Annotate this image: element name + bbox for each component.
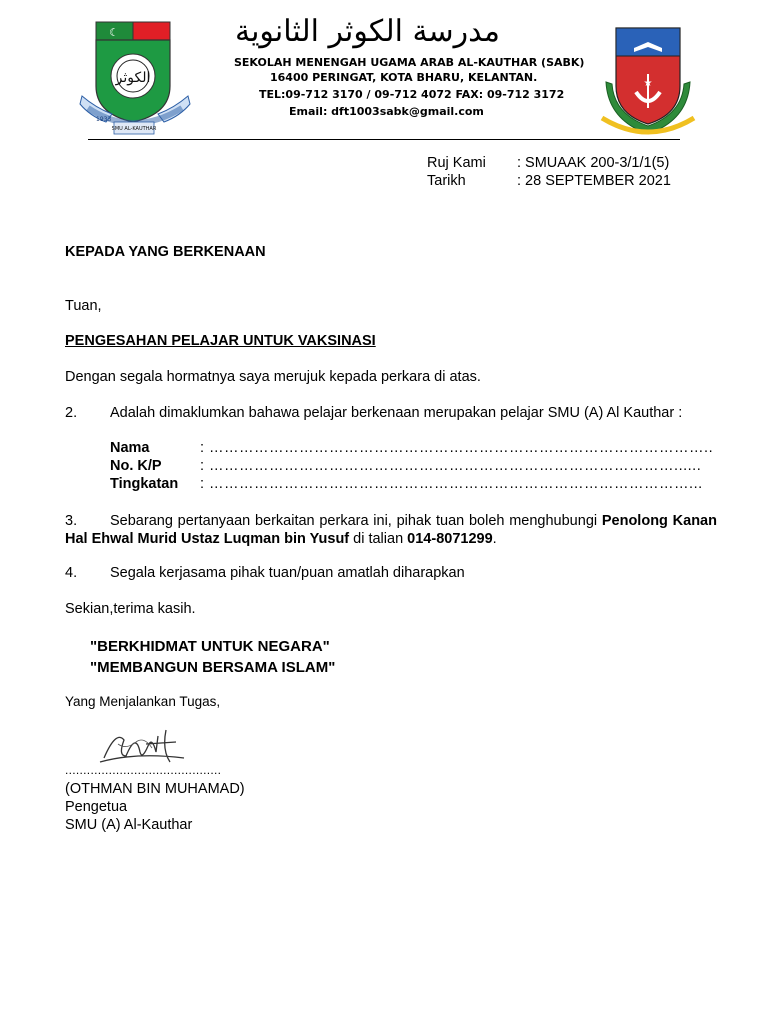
tarikh-value: : 28 SEPTEMBER 2021: [517, 173, 671, 189]
contact-phone: 014-8071299: [407, 531, 493, 547]
crest-year: 1933: [96, 116, 112, 123]
kp-label: No. K/P: [110, 458, 162, 474]
paragraph-3-number: 3.: [65, 513, 78, 529]
school-phone: TEL:09-712 3170 / 09-712 4072 FAX: 09-712 3172: [259, 88, 565, 101]
svg-text:الكوثر: الكوثر: [115, 70, 151, 86]
tingkatan-label: Tingkatan: [110, 476, 179, 492]
paragraph-3-text-c: di talian: [349, 531, 408, 547]
signer-name: (OTHMAN BIN MUHAMAD): [65, 781, 245, 797]
letterhead-divider: [88, 139, 680, 140]
field-tingkatan: [110, 476, 703, 492]
ruj-kami-label: Ruj Kami: [427, 155, 486, 171]
left-school-crest-icon: [76, 18, 194, 140]
paragraph-3: [65, 512, 717, 548]
motto-line-1: "BERKHIDMAT UNTUK NEGARA": [90, 638, 330, 655]
svg-text:★: ★: [643, 78, 653, 89]
tarikh-label: Tarikh: [427, 173, 466, 189]
paragraph-3-text-a: Sebarang pertanyaan berkaitan perkara ini, pihak tuan boleh menghubungi: [110, 513, 602, 529]
signoff: Yang Menjalankan Tugas,: [65, 694, 221, 709]
signer-school: SMU (A) Al-Kauthar: [65, 817, 193, 833]
crest-banner: SMU AL-KAUTHAR: [111, 126, 157, 132]
kp-blank: : …………………………………………………………………………………......: [200, 458, 702, 474]
right-school-crest-icon: [598, 22, 698, 142]
arabic-school-name: مدرسة الكوثر الثانوية: [235, 14, 500, 49]
paragraph-4-number: 4.: [65, 565, 78, 581]
motto-line-2: "MEMBANGUN BERSAMA ISLAM": [90, 659, 336, 676]
letter-subject: PENGESAHAN PELAJAR UNTUK VAKSINASI: [65, 333, 376, 349]
signer-title: Pengetua: [65, 799, 128, 815]
nama-label: Nama: [110, 440, 150, 456]
contact-person: Penolong Kanan Hal Ehwal Murid Ustaz Luqman bin Yusuf: [65, 513, 717, 547]
paragraph-4-text: Segala kerjasama pihak tuan/puan amatlah diharapkan: [110, 565, 465, 581]
field-nama: [110, 440, 713, 456]
closing: Sekian,terima kasih.: [65, 601, 196, 617]
intro-paragraph: Dengan segala hormatnya saya merujuk kepada perkara di atas.: [65, 369, 481, 385]
ruj-kami-value: : SMUAAK 200-3/1/1(5): [517, 155, 670, 171]
ruj-kami-row: [427, 155, 669, 171]
tingkatan-blank: : ……………………………………………………………………………………...: [200, 476, 703, 492]
paragraph-3-end: .: [492, 531, 497, 547]
school-name: SEKOLAH MENENGAH UGAMA ARAB AL-KAUTHAR (SABK): [234, 56, 585, 69]
nama-blank: : ………………………………………………………………………………………..: [200, 440, 714, 456]
recipient: KEPADA YANG BERKENAAN: [65, 244, 266, 260]
school-address: 16400 PERINGAT, KOTA BHARU, KELANTAN.: [270, 71, 538, 84]
paragraph-2-number: 2.: [65, 405, 78, 421]
salutation: Tuan,: [65, 298, 102, 314]
field-kp: [110, 458, 701, 474]
signature-line: ...........................................: [65, 763, 222, 777]
tarikh-row: [427, 173, 671, 189]
school-email: Email: dft1003sabk@gmail.com: [289, 105, 484, 118]
paragraph-2-text: Adalah dimaklumkan bahawa pelajar berkenaan merupakan pelajar SMU (A) Al Kauthar :: [110, 405, 683, 421]
svg-text:☾: ☾: [109, 26, 119, 39]
